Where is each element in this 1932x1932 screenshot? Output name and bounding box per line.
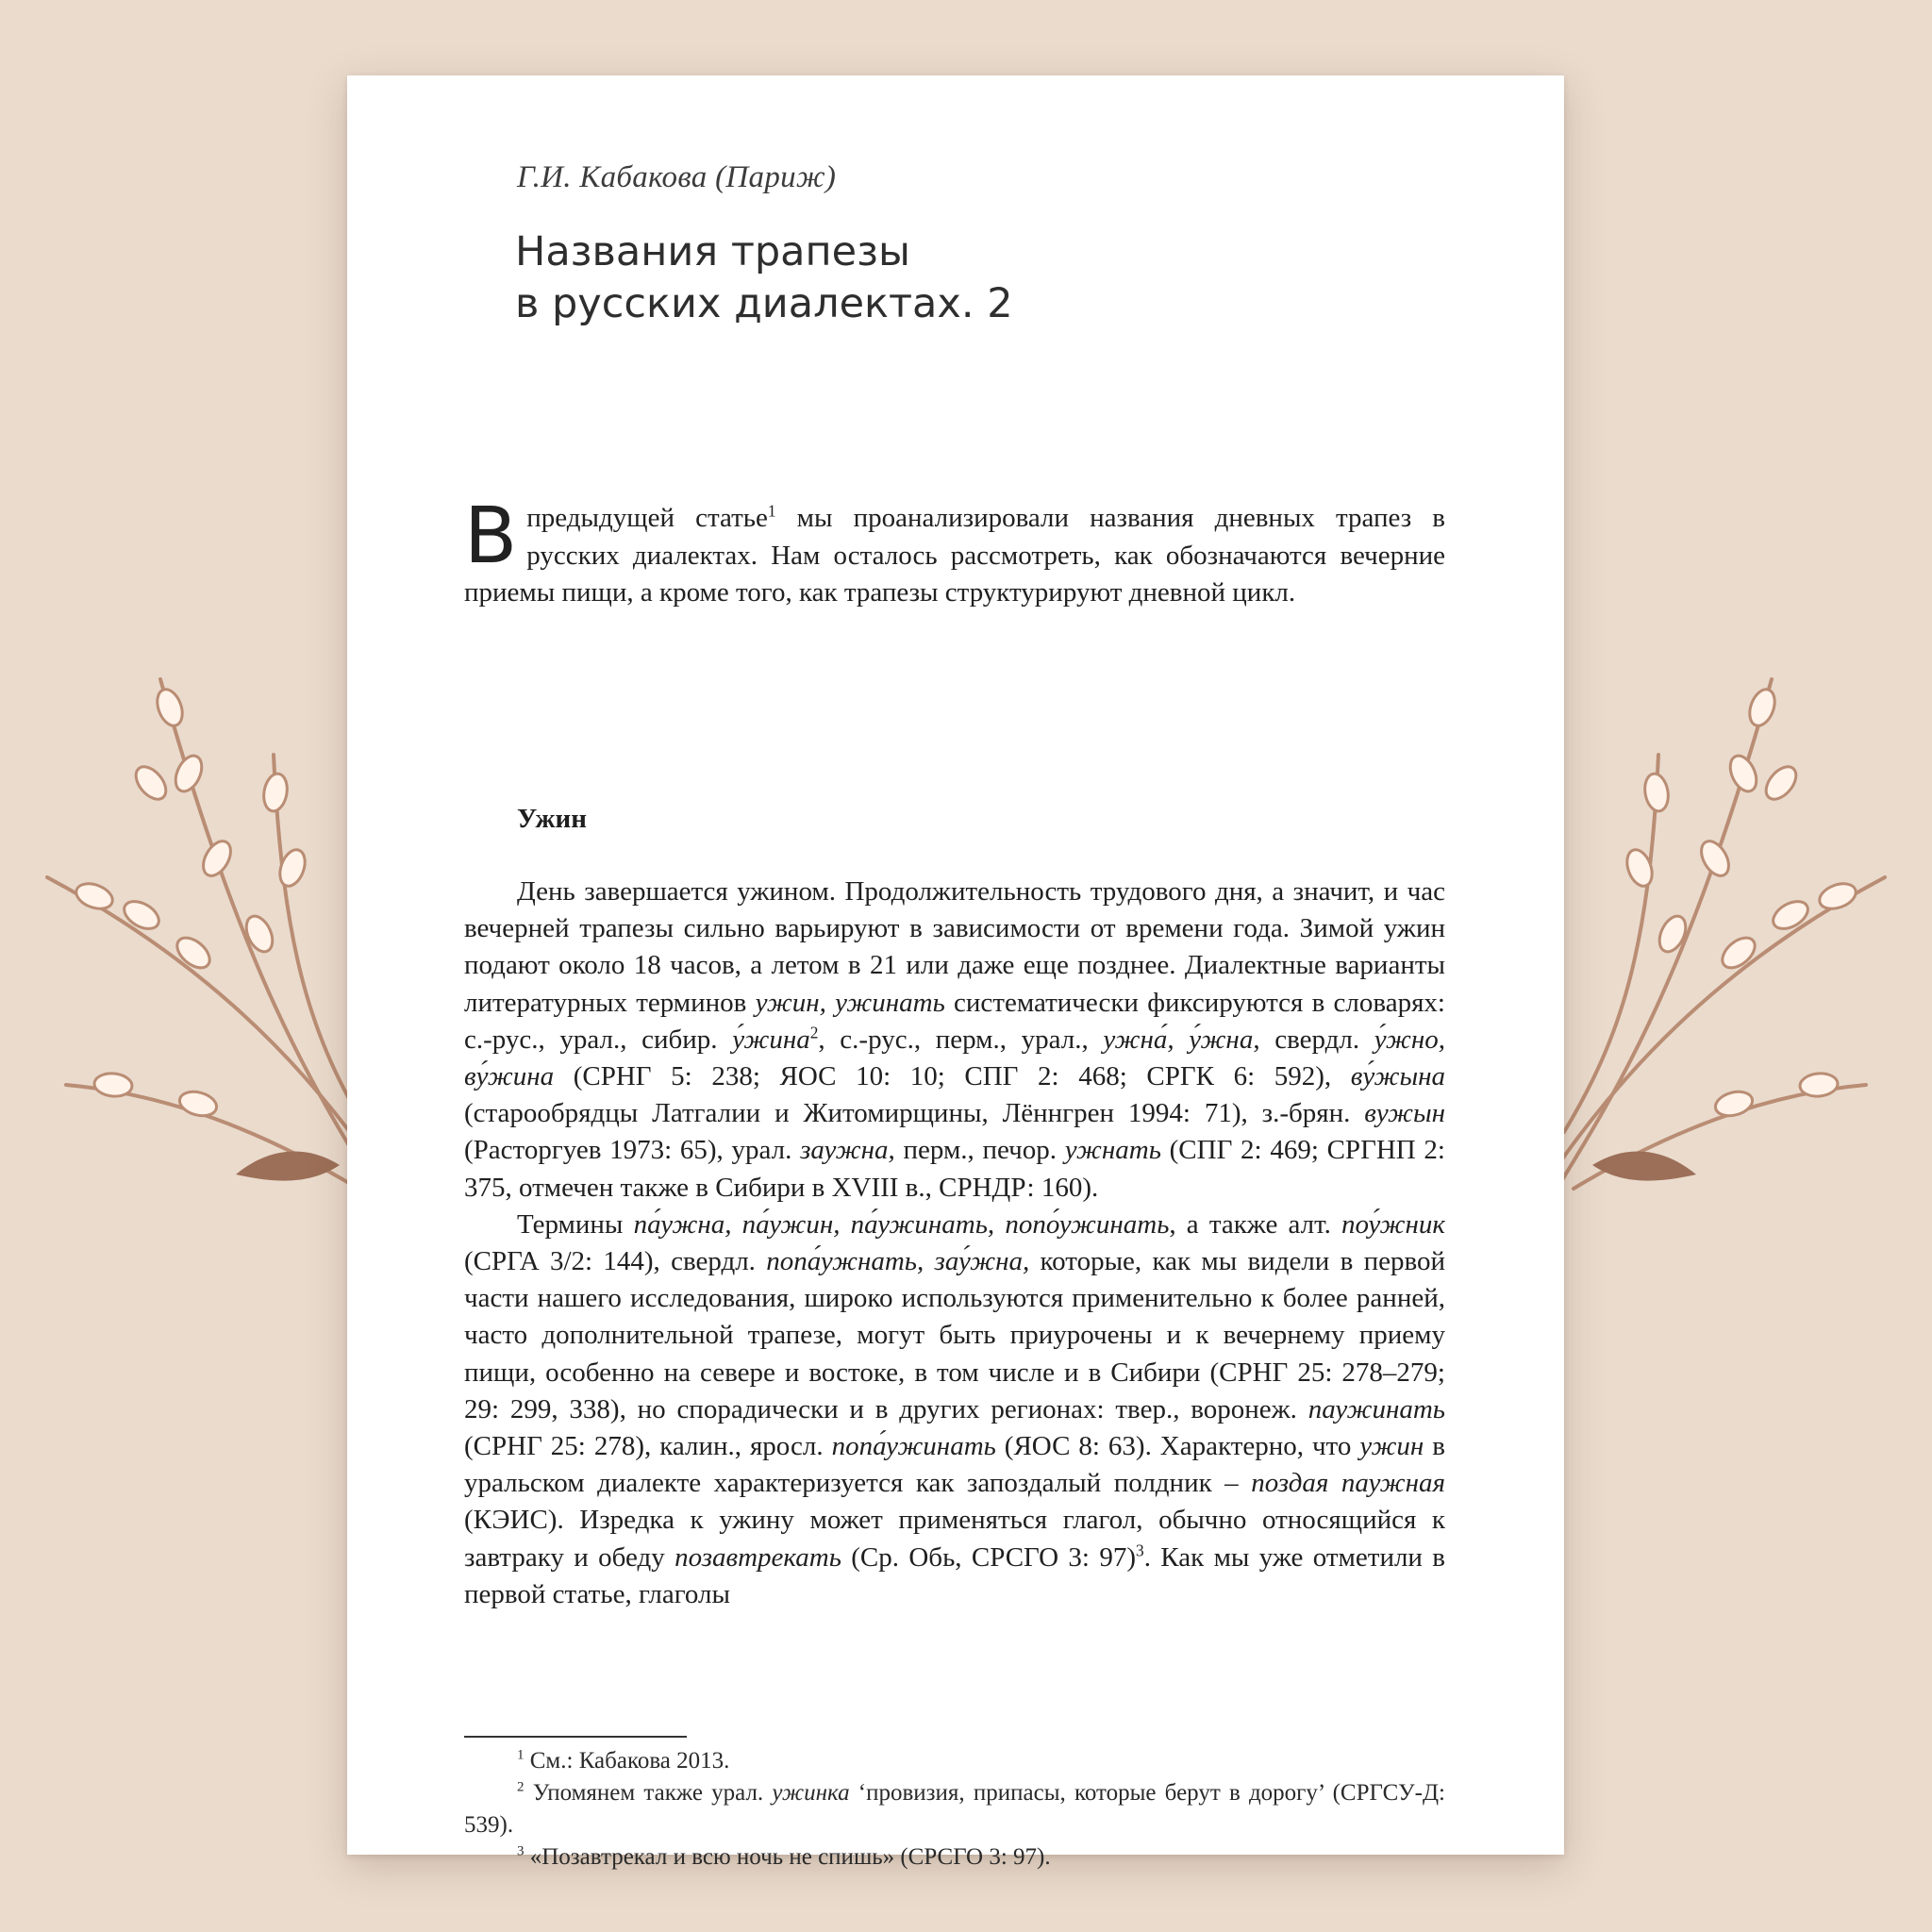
author-line: Г.И. Кабакова (Париж)	[517, 160, 837, 194]
term: попа́ужнать, зау́жна,	[766, 1246, 1030, 1277]
text-run: (СРНГ 25: 278), калин., яросл.	[464, 1431, 832, 1462]
term: у́жно, ву́жина	[464, 1024, 1445, 1092]
footnote-3	[464, 1841, 1445, 1874]
text-run: (ЯОС 8: 63). Характерно, что	[995, 1431, 1360, 1462]
page-title	[515, 226, 1013, 330]
text-run: , а также алт.	[1169, 1208, 1341, 1240]
term: ужин, ужинать	[755, 987, 945, 1018]
text-run: (Расторгуев 1973: 65), урал.	[464, 1135, 801, 1166]
paragraph-1	[464, 874, 1445, 1207]
text-run: , свердл.	[1253, 1024, 1374, 1055]
text-run: которые, как мы видели в первой части нашего исследования, широко используются применительно к более ранней, часто дополнительной трапезе, могут быть приурочены и к вечернему приему пищи, особенно на севере и востоке, в том числе и в Сибири (СРНГ 25: 278–279; 29: 299, 338), но спорадически и в других регионах: твер., воронеж.	[464, 1246, 1446, 1424]
document-page	[347, 75, 1564, 1870]
footnote-ref-2: 2	[809, 1023, 819, 1042]
term: заужна,	[800, 1135, 895, 1166]
footnote-2	[464, 1777, 1445, 1841]
term: поу́жник	[1341, 1208, 1445, 1240]
term: ужин	[1359, 1431, 1424, 1462]
term: ужинка	[772, 1780, 850, 1806]
footnote-number: 2	[517, 1779, 525, 1795]
title-line-1: Названия трапезы	[515, 228, 910, 275]
text-run: (СРНГ 5: 238; ЯОС 10: 10; СПГ 2: 468; СРГК 6: 592),	[554, 1061, 1351, 1092]
text-run: (Ср. Обь, СРСГО 3: 97)	[841, 1541, 1136, 1573]
footnote-ref-3: 3	[1135, 1541, 1144, 1559]
paragraph-2	[464, 1207, 1445, 1613]
term: попа́ужинать	[831, 1431, 996, 1462]
term: позавтрекать	[675, 1541, 841, 1573]
footnote-text: См.: Кабакова 2013.	[524, 1748, 730, 1774]
drop-cap: В	[464, 491, 518, 581]
term: ужнать	[1064, 1135, 1161, 1166]
footnote-text: Упомянем также урал.	[524, 1780, 773, 1806]
footnote-number: 3	[517, 1843, 525, 1859]
text-run: (старообрядцы Латгалии и Житомирщины, Лённгрен 1994: 71), з.-брян.	[464, 1098, 1365, 1129]
text-run: , с.-рус., перм., урал.,	[818, 1024, 1104, 1055]
text-run: День завершается ужином. Продолжительность трудового дня, а значит, и час вечерней трапезы сильно варьируют в зависимости от времени года. Зимой ужин подают около 18 часов, а летом в 21 или даже еще позднее. Диалектные варианты литературных терминов	[464, 876, 1445, 1018]
text-run: (СРГА 3/2: 144), свердл.	[464, 1246, 767, 1277]
footnote-1	[464, 1745, 1445, 1777]
intro-text: мы проанализировали названия дневных трапез в русских диалектах. Нам осталось рассмотреть, как обозначаются вечерние приемы пищи, а кроме того, как трапезы структурируют дневной цикл.	[464, 503, 1446, 608]
footnote-text: «Позавтрекал и всю ночь не спишь» (СРСГО 3: 97).	[524, 1844, 1051, 1870]
footnote-number: 1	[517, 1747, 525, 1763]
text-run: Термины	[517, 1208, 634, 1240]
footnote-ref-1: 1	[767, 501, 776, 521]
section-heading: Ужин	[517, 804, 587, 834]
text-run: перм., печор.	[894, 1135, 1065, 1166]
text-run: . Как мы уже отметили в первой статье, глаголы	[464, 1541, 1446, 1609]
term: поздая паужная	[1251, 1468, 1445, 1499]
title-line-2: в русских диалектах. 2	[515, 280, 1013, 327]
text-run: (СПГ 2: 469; СРГНП 2: 375, отмечен также в Сибири в XVIII в., СРНДР: 160).	[464, 1135, 1445, 1203]
term: ву́жына	[1350, 1061, 1445, 1092]
footnote-text: ‘провизия, припасы, которые берут в дорогу’ (СРГСУ-Д: 539).	[464, 1780, 1445, 1838]
body-text	[464, 874, 1445, 1613]
willow-branch-right	[1507, 641, 1904, 1226]
term: у́жина	[732, 1024, 810, 1055]
term: паужинать	[1307, 1393, 1445, 1424]
text-run: (КЭИС). Изредка к ужину может применяться глагол, обычно относящийся к завтраку и обеду	[464, 1505, 1445, 1573]
intro-text: предыдущей статье	[526, 503, 768, 533]
term: па́ужна, па́ужин, па́ужинать, попо́ужинать	[633, 1208, 1170, 1240]
text-run: систематически фиксируются в словарях: с.-рус., урал., сибир.	[464, 987, 1445, 1055]
footnote-divider	[464, 1736, 687, 1738]
footnotes	[464, 1745, 1445, 1874]
text-run: в уральском диалекте характеризуется как запоздалый полдник –	[464, 1431, 1445, 1499]
intro-paragraph	[464, 491, 1446, 612]
term: ужна́, у́жна	[1103, 1024, 1254, 1055]
term: вужын	[1364, 1098, 1445, 1129]
